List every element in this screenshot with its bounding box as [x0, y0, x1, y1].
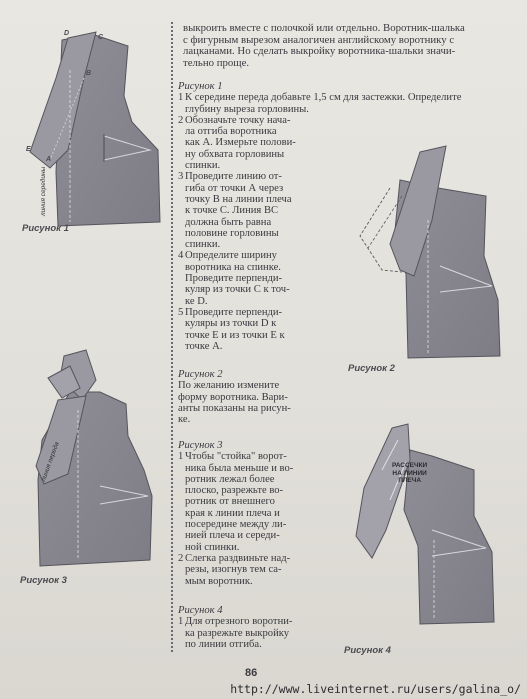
- figure-1-vertical-label: линия середины: [40, 166, 47, 216]
- item-line: половине горловины: [185, 227, 279, 239]
- item-line: точку В на линии плеча: [185, 193, 292, 205]
- figure-2-drawing: [360, 146, 500, 358]
- item-number: 1: [178, 616, 184, 628]
- instruction-item: [178, 451, 354, 553]
- item-line: Чтобы "стойка" ворот-: [185, 451, 287, 463]
- item-line: гиба от точки А через: [185, 182, 284, 194]
- figure-4-caption: Рисунок 4: [344, 645, 391, 656]
- section-figure-3: [178, 440, 354, 587]
- figure-4-note-line: РАССЕЧКИ: [392, 462, 428, 469]
- figure-1-drawing: [30, 32, 160, 226]
- figure-3-vertical-label: линия переда: [40, 441, 61, 483]
- section-figure-1: [178, 81, 462, 352]
- item-line: ной спинки.: [185, 541, 240, 553]
- section-line: По желанию измените: [178, 380, 280, 392]
- item-line: Проведите перпенди-: [185, 306, 283, 318]
- section-line: ке.: [178, 414, 191, 426]
- figure-1-caption: Рисунок 1: [22, 223, 69, 234]
- item-number: 2: [178, 552, 184, 564]
- figure-4-note: [392, 462, 427, 485]
- item-line: мым воротник.: [185, 575, 253, 587]
- item-line: воротника на спинке.: [185, 261, 281, 273]
- item-line: Проведите линию от-: [185, 171, 282, 183]
- instruction-item: [178, 115, 354, 171]
- item-line: как А. Измерьте полови-: [185, 137, 296, 149]
- item-line: куляры из точки D к: [185, 318, 277, 330]
- intro-line: с фигурным вырезом аналогичен английскому воротнику с: [183, 33, 455, 46]
- point-d-label: D: [64, 30, 70, 37]
- section-heading: Рисунок 1: [178, 81, 223, 92]
- item-line: Определите ширину: [185, 250, 277, 262]
- item-line: Обозначьте точку нача-: [185, 114, 291, 126]
- section-line: анты показаны на рисун-: [178, 402, 291, 414]
- intro-line: лацканами. Но сделать выкройку воротника-шальки значи-: [183, 45, 456, 58]
- item-line: ротник от внешнего: [185, 496, 275, 508]
- figure-4-drawing: [356, 424, 494, 624]
- item-line: точке А.: [185, 340, 223, 352]
- item-line: спинки.: [185, 239, 221, 251]
- section-line: форму воротника. Вари-: [178, 391, 288, 403]
- item-line: К середине переда добавьте 1,5 см для застежки. Определите: [185, 92, 462, 104]
- section-figure-2: [178, 369, 354, 425]
- item-number: 2: [178, 114, 184, 126]
- intro-line: выкроить вместе с полочкой или отдельно. Воротник-шалька: [183, 22, 465, 34]
- column-divider: [171, 22, 173, 652]
- figure-4-note-line: ПЛЕЧА: [398, 477, 422, 484]
- section-heading: Рисунок 3: [178, 440, 223, 451]
- item-line: ну обхвата горловины: [185, 148, 285, 160]
- instruction-item: [178, 171, 354, 250]
- instruction-item: [178, 553, 354, 587]
- section-heading: Рисунок 4: [178, 605, 223, 616]
- instruction-item: [178, 307, 354, 352]
- intro-line: тельно проще.: [183, 56, 250, 69]
- item-number: 3: [178, 171, 184, 183]
- item-line: ка разрежьте выкройку: [185, 627, 290, 639]
- item-line: края к линии плеча и: [185, 507, 280, 519]
- item-line: должна быть равна: [185, 216, 272, 228]
- item-number: 4: [178, 250, 184, 262]
- item-line: ла отгиба воротника: [185, 126, 277, 138]
- instruction-item: [178, 92, 462, 115]
- item-line: по линии отгиба.: [185, 638, 262, 650]
- instruction-item: [178, 616, 354, 650]
- item-line: Слегка раздвиньте над-: [185, 552, 291, 564]
- item-line: плоско, разрежьте во-: [185, 485, 284, 497]
- item-line: точке Е и из точки Е к: [185, 329, 285, 341]
- item-line: посередине между ли-: [185, 519, 287, 531]
- item-number: 1: [178, 92, 184, 104]
- point-a-label: A: [46, 156, 52, 163]
- item-line: спинки.: [185, 160, 221, 172]
- item-line: Проведите перпенди-: [185, 273, 283, 285]
- item-line: ника была меньше и во-: [185, 462, 294, 474]
- point-b-label: B: [86, 70, 92, 77]
- item-number: 5: [178, 306, 184, 318]
- item-line: резы, изогнув тем са-: [185, 564, 282, 576]
- intro-paragraph: [183, 23, 523, 69]
- item-line: нией плеча и середи-: [185, 530, 280, 542]
- figure-2-caption: Рисунок 2: [348, 363, 395, 374]
- section-heading: Рисунок 2: [178, 369, 223, 380]
- item-line: глубину выреза горловины.: [185, 103, 309, 115]
- section-figure-4: [178, 605, 354, 650]
- item-line: ротник лежал более: [185, 473, 275, 485]
- item-number: 1: [178, 451, 184, 463]
- item-line: к точке С. Линия ВС: [185, 205, 279, 217]
- instruction-item: [178, 250, 354, 306]
- figure-3-caption: Рисунок 3: [20, 575, 67, 586]
- source-url: http://www.liveinternet.ru/users/galina_o/: [230, 682, 521, 696]
- item-line: куляр из точки С к точ-: [185, 284, 290, 296]
- item-line: Для отрезного воротни-: [185, 616, 293, 628]
- point-c-label: C: [98, 34, 104, 41]
- item-line: ке D.: [185, 295, 208, 307]
- page-number: 86: [245, 667, 258, 679]
- figure-4-note-line: НА ЛИНИИ: [392, 469, 427, 477]
- point-e-label: E: [26, 146, 31, 153]
